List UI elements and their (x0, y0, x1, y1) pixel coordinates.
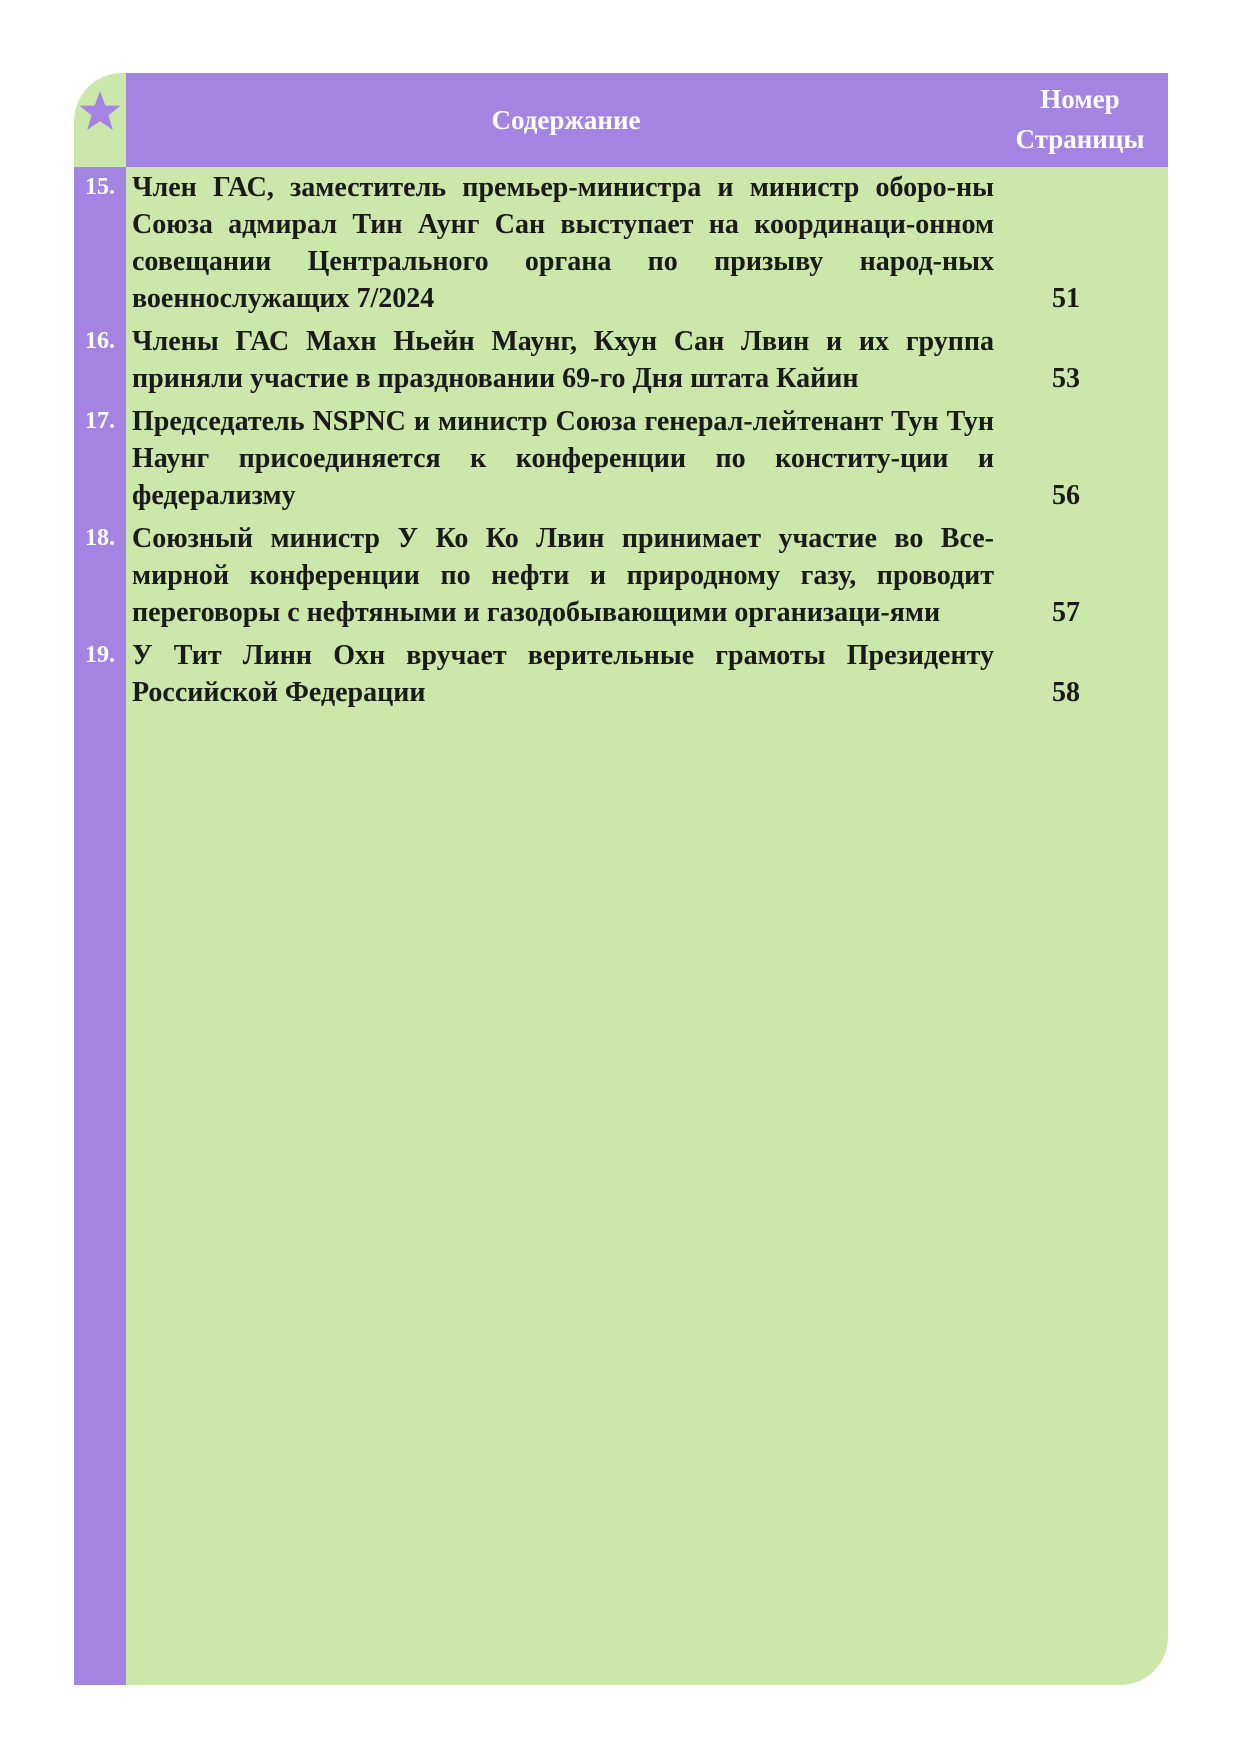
contents-entry[interactable] (74, 637, 1168, 711)
contents-entry[interactable] (74, 403, 1168, 514)
entry-page-number: 51 (1052, 283, 1080, 314)
contents-entry[interactable] (74, 520, 1168, 631)
contents-panel (74, 73, 1168, 1685)
page-number-heading (1000, 79, 1160, 159)
star-icon (78, 89, 122, 133)
entry-number: 17. (85, 408, 115, 434)
entry-page-number: 57 (1052, 597, 1080, 628)
entry-title: Члены ГАС Махн Ньейн Маунг, Кхун Сан Лвин и их группа приняли участие в праздновании 69-го Дня штата Кайин (132, 326, 994, 394)
entry-title: У Тит Линн Охн вручает верительные грамоты Президенту Российской Федерации (132, 640, 994, 708)
page-number-heading-line1: Номер (1040, 84, 1120, 114)
star-cell (74, 73, 126, 167)
entry-number: 15. (85, 174, 115, 200)
contents-heading: Содержание (491, 105, 641, 135)
entry-page-number: 58 (1052, 677, 1080, 708)
entry-title: Союзный министр У Ко Ко Лвин принимает участие во Все-мирной конференции по нефти и природному газу, проводит переговоры с нефтяными и газодобывающими организаци-ями (132, 523, 994, 628)
entry-title: Член ГАС, заместитель премьер-министра и министр оборо-ны Союза адмирал Тин Аунг Сан выступает на координаци-онном совещании Центрального органа по призыву народ-ных военнослужащих 7/2024 (132, 172, 994, 314)
entry-number: 19. (85, 642, 115, 668)
entry-number: 18. (85, 525, 115, 551)
contents-list (74, 169, 1168, 717)
contents-entry[interactable] (74, 323, 1168, 397)
contents-entry[interactable] (74, 169, 1168, 317)
entry-title: Председатель NSPNC и министр Союза генерал-лейтенант Тун Тун Наунг присоединяется к конференции по конститу-ции и федерализму (132, 406, 994, 511)
page-number-heading-line2: Страницы (1015, 124, 1145, 154)
entry-number: 16. (85, 328, 115, 354)
entry-page-number: 53 (1052, 363, 1080, 394)
entry-page-number: 56 (1052, 480, 1080, 511)
